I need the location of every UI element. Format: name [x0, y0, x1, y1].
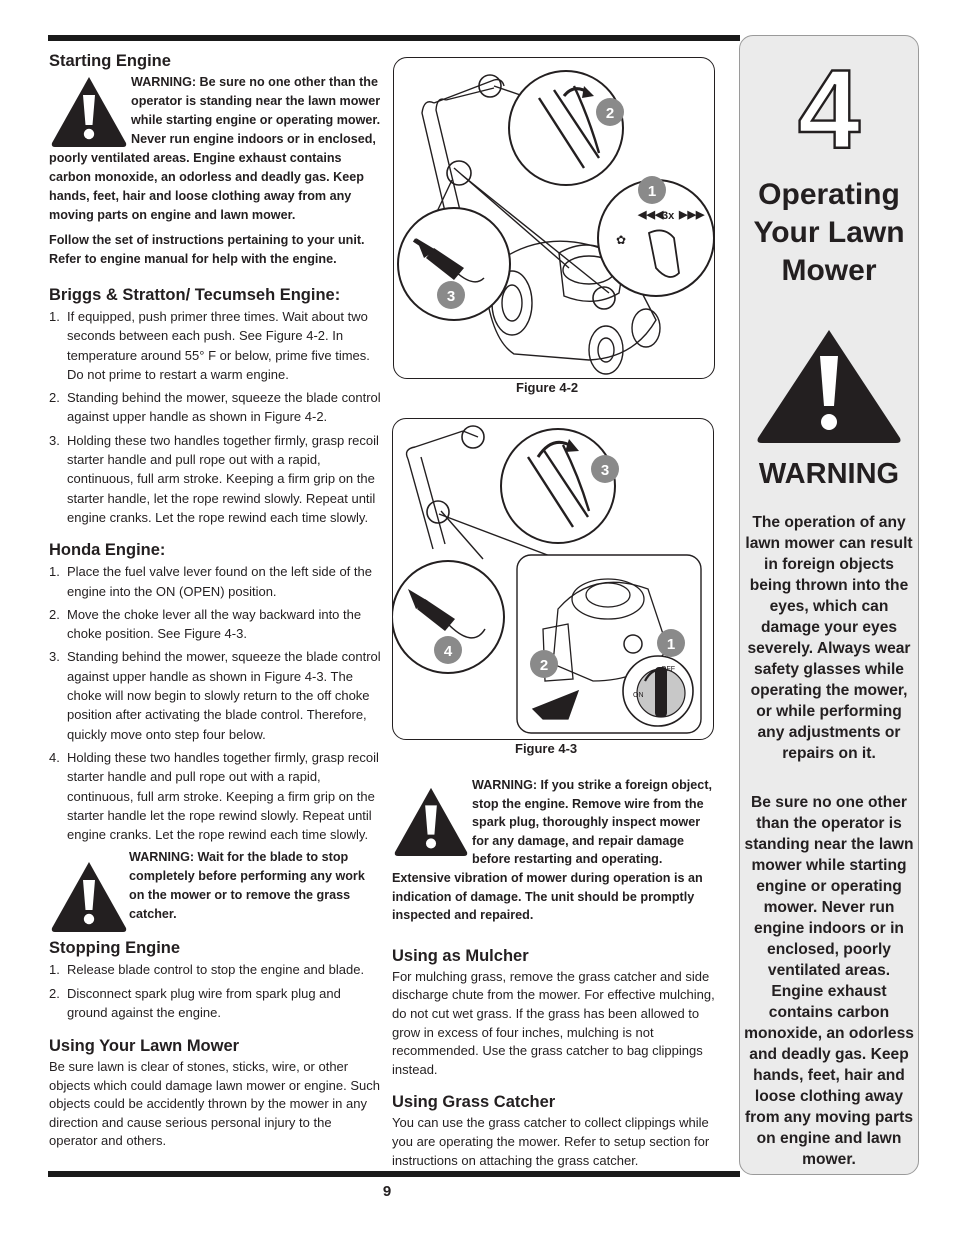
- warning-eye-safety-text: The operation of any lawn mower can result in foreign objects being thrown into the eyes, which can damage your eyes severely. Always wear safety glasses while operating the mower, or while performing any adjustments or repairs on it.: [745, 514, 913, 762]
- catcher-text: You can use the grass catcher to collect clippings while you are operating the mower. Refer to setup section for instructions on attaching the grass catcher.: [392, 1115, 710, 1168]
- left-column: [49, 52, 382, 1151]
- chapter-title: Operating Your Lawn Mower: [753, 178, 905, 287]
- blade-warning-block: [49, 848, 382, 924]
- catcher-heading: Using Grass Catcher: [392, 1093, 556, 1112]
- svg-text:1: 1: [647, 183, 657, 200]
- chapter-number: [740, 48, 918, 163]
- starting-warning-text: WARNING: Be sure no one other than the operator is standing near the lawn mower while starting engine or operating mower. Never run engine indoors or in enclosed, poorly ventilated areas. Engine exhaust contains carbon monoxide, an odorless and deadly gas. Keep hands, feet, hair and loose clothing away from any moving parts on engine and lawn mower.: [49, 75, 381, 222]
- list-item: 4. Holding these two handles together firmly, grasp recoil starter handle and pull rope out with a rapid, continuous, full arm stroke. Keeping a firm grip on the starter handle let the rope rewind slowly. Repeat until engine cranks. Let the rope rewind each time slowly.: [49, 749, 379, 843]
- list-item: 1. Release blade control to stop the engine and blade.: [49, 962, 365, 978]
- list-item: 1. If equipped, push primer three times. Wait about two seconds between each push. See Figure 4-2. In temperature around 55° F or below, prime five times. Do not prime to restart a warm engine.: [49, 309, 370, 382]
- list-item: 1. Place the fuel valve lever found on the left side of the engine into the ON (OPEN) position.: [49, 564, 372, 599]
- warning-operator-text: Be sure no one other than the operator is standing near the lawn mower while starting engine or operating mower. Never run engine indoors or in enclosed, poorly ventilated areas. Engine exhaust contains carbon monoxide, an odorless and deadly gas. Keep hands, feet, hair and loose clothing away from any moving parts on engine and lawn mower.: [744, 794, 914, 1168]
- briggs-heading: Briggs & Stratton/ Tecumseh Engine:: [49, 286, 341, 304]
- bottom-rule: [48, 1171, 740, 1177]
- mower-primer-illustration: [394, 58, 714, 378]
- svg-text:▶▶▶: ▶▶▶: [679, 209, 705, 221]
- svg-text:◀◀◀: ◀◀◀: [638, 209, 664, 221]
- svg-text:OFF: OFF: [661, 666, 675, 673]
- svg-text:2: 2: [605, 105, 615, 122]
- warning-triangle-icon: [49, 858, 129, 934]
- svg-text:3: 3: [446, 288, 456, 305]
- figure-4-3: [392, 418, 714, 740]
- mulcher-text: For mulching grass, remove the grass catcher and side discharge chute from the mower. For effective mulching, do not cut wet grass. If the grass has been allowed to grow in excess of four inches, mulching is not recommended. Use the grass catcher to bag clippings instead.: [392, 968, 715, 1077]
- warning-triangle-icon: [49, 73, 129, 149]
- briggs-steps: [49, 307, 382, 527]
- list-item: 2. Standing behind the mower, squeeze the blade control against upper handle as shown in Figure 4-2.: [49, 390, 381, 425]
- stopping-steps: [49, 960, 382, 1022]
- mulcher-heading: Using as Mulcher: [392, 946, 529, 965]
- honda-steps: [49, 562, 382, 844]
- list-item: 3. Standing behind the mower, squeeze the blade control against upper handle as shown in Figure 4-3. The choke will now begin to slowly return to the off choke position after activating the blade control. Therefore, quickly move onto step four below.: [49, 649, 381, 742]
- honda-mower-illustration: [393, 419, 713, 739]
- blade-warning-text: WARNING: Wait for the blade to stop completely before performing any work on the mower or to remove the grass catcher.: [129, 850, 365, 922]
- strike-warning-block: [392, 776, 717, 925]
- top-rule: [48, 35, 740, 41]
- svg-text:4: 4: [443, 643, 453, 660]
- stopping-heading: Stopping Engine: [49, 939, 181, 958]
- page-number: 9: [382, 1183, 392, 1200]
- instructions-note: Follow the set of instructions pertaining to your unit. Refer to engine manual for help with the engine.: [49, 233, 365, 266]
- list-item: 2. Move the choke lever all the way backward into the choke position. See Figure 4-3.: [49, 606, 362, 642]
- svg-text:4: 4: [797, 48, 861, 158]
- using-mower-text: Be sure lawn is clear of stones, sticks, wire, or other objects which could damage lawn mower or engine. Such objects could be accidently thrown by the mower in any direction and cause serious personal injury to the operator and others.: [49, 1059, 380, 1149]
- svg-text:3: 3: [600, 462, 610, 479]
- figure-4-2-caption: Figure 4-2: [516, 380, 579, 395]
- svg-text:3x: 3x: [662, 210, 675, 222]
- warning-triangle-icon: [754, 326, 904, 446]
- warning-heading: WARNING: [758, 458, 900, 490]
- svg-text:✿: ✿: [616, 233, 627, 247]
- figure-4-3-caption: Figure 4-3: [515, 741, 578, 756]
- strike-warning-text: WARNING: If you strike a foreign object, stop the engine. Remove wire from the spark plug, thoroughly inspect mower for any damage, and repair damage before restarting and operating. Extensive vibration of mower during operation is an indication of damage. The unit should be promptly inspected and repaired.: [392, 778, 713, 923]
- list-item: 2. Disconnect spark plug wire from spark plug and ground against the engine.: [49, 985, 341, 1021]
- warning-triangle-icon: [392, 784, 470, 858]
- chapter-side-panel: [739, 35, 919, 1175]
- using-mower-heading: Using Your Lawn Mower: [49, 1037, 240, 1056]
- starting-warning-block: [49, 73, 382, 225]
- honda-heading: Honda Engine:: [49, 541, 166, 560]
- list-item: 3. Holding these two handles together firmly, grasp recoil starter handle and pull rope out with a rapid, continuous, full arm stroke. Keeping a firm grip on the starter handle, let the rope rewind slowly. Repeat until engine cranks. Let the rope rewind each time slowly.: [49, 432, 379, 525]
- svg-text:ON: ON: [633, 692, 644, 699]
- starting-engine-heading: Starting Engine: [49, 52, 171, 70]
- svg-text:2: 2: [539, 657, 549, 674]
- middle-column: [392, 776, 717, 1170]
- svg-text:1: 1: [666, 636, 676, 653]
- figure-4-2: [393, 57, 715, 379]
